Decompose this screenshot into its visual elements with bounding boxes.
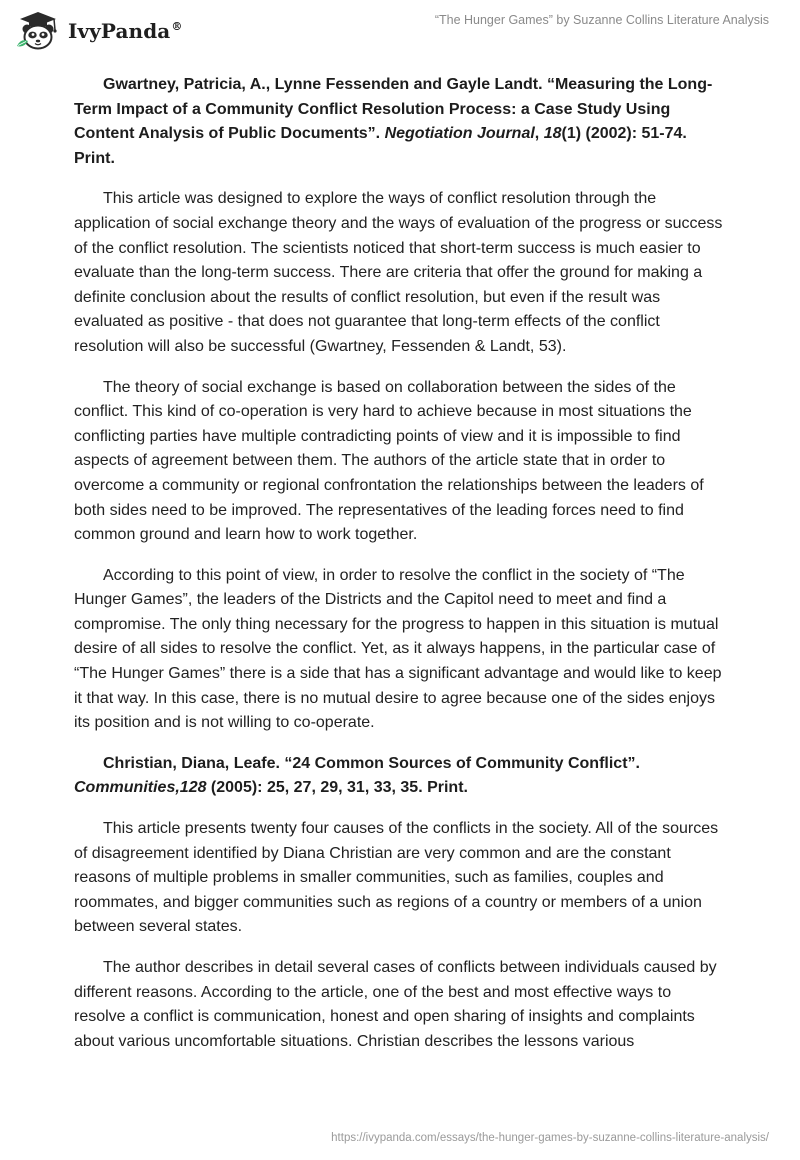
journal-volume: 18: [543, 125, 562, 143]
paragraph: The theory of social exchange is based on collaboration between the sides of the conflict. This kind of co-operation is very hard to achieve because in most situations the conflicting parties have multiple contradicting points of view and it is impossible to find aspects of agreement between them. The authors of the article state that in order to overcome a community or regional confrontation the relationships between the leaders of both sides need to be improved. The representatives of the leading forces need to find common ground and learn how to work together.: [74, 378, 704, 544]
brand-name: IvyPanda®: [68, 19, 183, 43]
paragraph: According to this point of view, in order to resolve the conflict in the society of “The Hunger Games”, the leaders of the Districts and the Capitol need to meet and find a compromise. The only thing necessary for the progress to happen in this situation is mutual desire of all sides to resolve the conflict. Yet, as it always happens, in the particular case of “The Hunger Games” there is a side that has a significant advantage and would like to keep it that way. In this case, there is no mutual desire to agree because one of the sides enjoys its position and is not willing to co-operate.: [74, 566, 722, 732]
journal-title: Negotiation Journal: [384, 125, 535, 143]
source-url[interactable]: https://ivypanda.com/essays/the-hunger-games-by-suzanne-collins-literature-analysis/: [331, 1132, 769, 1144]
paragraph: This article presents twenty four causes of the conflicts in the society. All of the sources of disagreement identified by Diana Christian are very common and are the constant reasons of multiple problems in smaller communities, such as families, couples and roommates, and bigger communities such as regions of a country or members of a union between several states.: [74, 820, 719, 936]
page-header: [0, 0, 800, 66]
paragraph: The author describes in detail several cases of conflicts between individuals caused by different reasons. According to the article, one of the best and most effective ways to resolve a conflict is communication, honest and open sharing of insights and complaints about various uncomfortable situations. Christian describes the lessons various: [74, 959, 717, 1050]
paragraph: This article was designed to explore the ways of conflict resolution through the application of social exchange theory and the ways of evaluation of the progress or success of the conflict resolution. The scientists noticed that short-term success is much easier to evaluate than the long-term success. There are criteria that offer the ground for making a definite conclusion about the results of conflict resolution, but even if the result was evaluated as positive - that does not guarantee that long-term effects of the conflict resolution will also be successful (Gwartney, Fessenden & Landt, 53).: [74, 190, 723, 355]
ivypanda-logo[interactable]: [14, 10, 182, 52]
panda-graduate-icon: [14, 10, 62, 52]
reference-entry: Gwartney, Patricia, A., Lynne Fessenden and Gayle Landt. “Measuring the Long- Term Impact of a Community Conflict Resolution Process: a Case Study Using Content Analysis of Public Documents”. Negotiation Journal, 18(1) (2002): 51-74. Print.: [74, 76, 713, 167]
document-title: “The Hunger Games” by Suzanne Collins Literature Analysis: [434, 13, 769, 27]
reference-entry: Christian, Diana, Leafe. “24 Common Sources of Community Conflict”. Communities,128 (2005): 25, 27, 29, 31, 33, 35. Print.: [74, 754, 640, 797]
essay-content: [74, 73, 726, 1070]
registered-mark: ®: [171, 20, 183, 33]
journal-title: Communities,128: [74, 779, 207, 797]
